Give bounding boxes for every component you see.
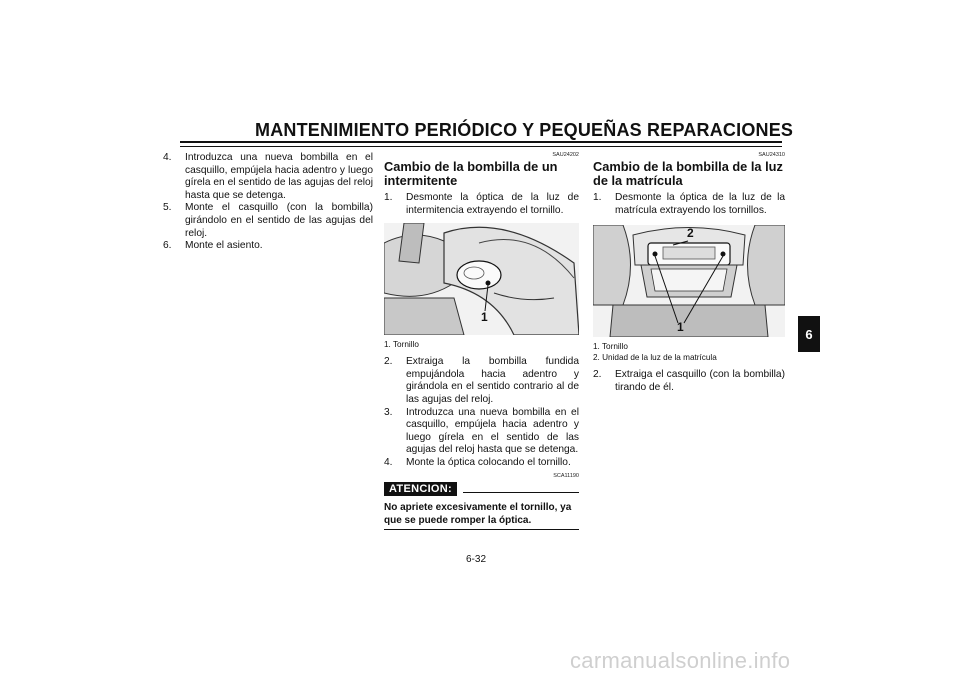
figure-callout-1: 1	[677, 320, 684, 335]
step-text: Introduzca una nueva bombilla en el casquillo, empújela hacia adentro y luego gírela en el sentido de las agujas del reloj hasta que se detenga.	[406, 406, 579, 456]
caution-text: No apriete excesivamente el tornillo, ya que se puede romper la óptica.	[384, 502, 579, 530]
step-list	[593, 192, 785, 217]
figure-callout-1: 1	[481, 310, 488, 325]
step-item	[163, 240, 373, 253]
chapter-tab: 6	[798, 316, 820, 352]
header-rule-thick	[180, 141, 782, 143]
step-list	[163, 152, 373, 253]
step-text: Monte el casquillo (con la bombilla) girándolo en el sentido de las agujas del reloj.	[185, 202, 373, 239]
turn-signal-figure	[384, 223, 579, 335]
step-item	[384, 356, 579, 406]
caption-line: 1. Tornillo	[593, 342, 628, 352]
page-number: 6-32	[466, 554, 487, 565]
caution-rule	[463, 492, 579, 493]
step-number: 4.	[163, 152, 172, 163]
license-light-illustration	[593, 225, 785, 337]
column-3	[593, 152, 785, 394]
step-number: 2.	[384, 356, 393, 368]
license-light-figure	[593, 225, 785, 337]
caption-line: 2. Unidad de la luz de la matrícula	[593, 353, 717, 363]
column-2	[384, 152, 579, 530]
step-number: 3.	[384, 406, 393, 418]
section-code: SAU24202	[552, 152, 579, 158]
step-number: 6.	[163, 240, 172, 252]
step-number: 4.	[384, 456, 393, 468]
step-text: Monte la óptica colocando el tornillo.	[406, 456, 571, 468]
caution-code: SCA11190	[553, 472, 579, 479]
figure-callout-2: 2	[687, 226, 694, 241]
step-number: 1.	[384, 192, 393, 203]
step-item	[593, 192, 785, 217]
step-text: Monte el asiento.	[185, 240, 263, 252]
step-text: Desmonte la óptica de la luz de intermitencia extrayendo el tornillo.	[406, 192, 579, 216]
caution-header	[384, 482, 579, 497]
step-item	[593, 369, 785, 394]
step-number: 2.	[593, 369, 602, 381]
figure-caption	[593, 341, 785, 363]
step-list	[593, 369, 785, 394]
step-text: Introduzca una nueva bombilla en el casquillo, empújela hacia adentro y luego gírela en el sentido de las agujas del reloj hasta que se detenga.	[185, 152, 373, 201]
step-item	[163, 202, 373, 240]
column-1	[163, 152, 373, 253]
watermark: carmanualsonline.info	[570, 648, 791, 673]
step-item	[163, 152, 373, 202]
page-header-title: MANTENIMIENTO PERIÓDICO Y PEQUEÑAS REPARACIONES	[255, 120, 794, 140]
step-number: 5.	[163, 202, 172, 214]
caution-badge: ATENCION:	[384, 482, 457, 497]
step-number: 1.	[593, 192, 602, 203]
header-rule-thin	[180, 146, 782, 147]
section-title: Cambio de la bombilla de un intermitente	[384, 159, 558, 188]
step-item	[384, 457, 579, 470]
section-title: Cambio de la bombilla de la luz de la matrícula	[593, 159, 783, 188]
step-item	[384, 407, 579, 457]
step-list	[384, 356, 579, 469]
step-text: Desmonte la óptica de la luz de la matrícula extrayendo los tornillos.	[615, 192, 785, 216]
step-item	[384, 192, 579, 217]
figure-caption: 1. Tornillo	[384, 340, 419, 350]
step-list	[384, 192, 579, 217]
step-text: Extraiga la bombilla fundida empujándola hacia adentro y girándola en el sentido contrario al de las agujas del reloj.	[406, 356, 579, 405]
section-code: SAU24310	[758, 152, 785, 158]
step-text: Extraiga el casquillo (con la bombilla) tirando de él.	[615, 369, 785, 393]
